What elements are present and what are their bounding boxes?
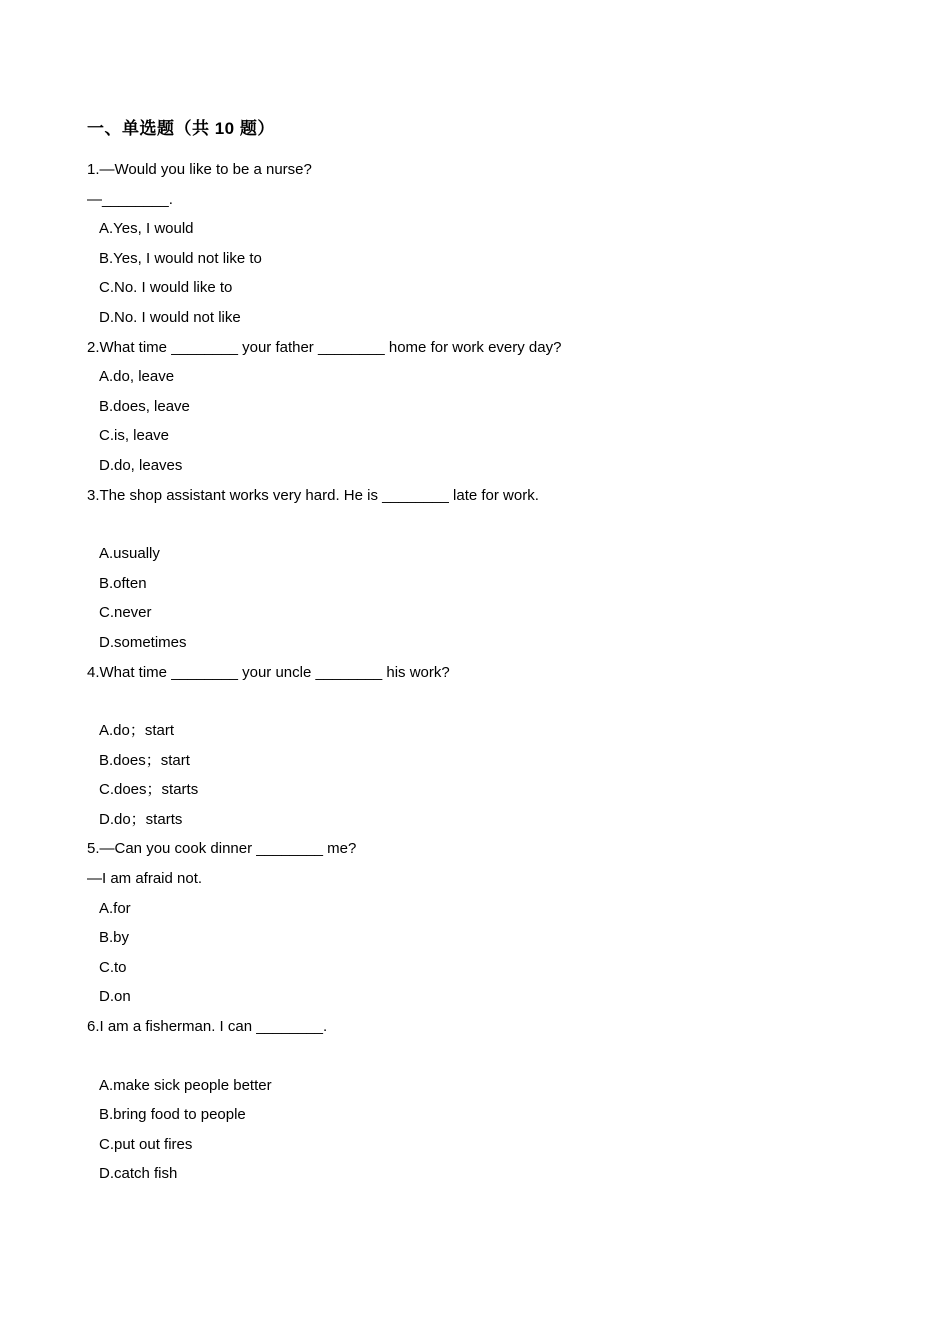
- option-b: B.Yes, I would not like to: [99, 249, 262, 267]
- question-stem: 4.What time ________ your uncle ________ his work?: [87, 663, 450, 681]
- question-stem: 1.—Would you like to be a nurse?: [87, 161, 312, 178]
- question-6: [87, 1012, 867, 1189]
- option-b: B.often: [99, 574, 147, 592]
- question-stem: 5.—Can you cook dinner ________ me?: [87, 840, 357, 858]
- option-c: C.No. I would like to: [99, 279, 233, 297]
- option-d: D.catch fish: [99, 1165, 178, 1183]
- question-stem: 6.I am a fisherman. I can ________.: [87, 1018, 328, 1036]
- option-c: C.is, leave: [99, 427, 170, 445]
- blank-spacer: [87, 687, 867, 716]
- option-a: A.make sick people better: [99, 1076, 272, 1094]
- option-d: D.do；starts: [99, 810, 183, 828]
- question-3: [87, 481, 867, 658]
- option-d: D.sometimes: [99, 633, 187, 651]
- section-title: 一、单选题（共 10 题）: [87, 119, 275, 138]
- option-a: A.do；start: [99, 722, 175, 740]
- option-d: D.do, leaves: [99, 456, 183, 474]
- option-c: C.does；starts: [99, 781, 199, 799]
- option-c: C.to: [99, 958, 127, 976]
- question-stem-answer-line: —________.: [87, 190, 173, 208]
- option-b: B.does；start: [99, 751, 190, 769]
- option-d: D.on: [99, 988, 131, 1006]
- question-stem-reply: —I am afraid not.: [87, 870, 203, 888]
- option-a: A.for: [99, 899, 131, 917]
- blank-spacer: [87, 510, 867, 539]
- option-c: C.never: [99, 604, 152, 622]
- option-b: B.bring food to people: [99, 1106, 246, 1124]
- question-1: [87, 155, 867, 333]
- option-c: C.put out fires: [99, 1135, 193, 1153]
- option-a: A.Yes, I would: [99, 220, 194, 238]
- question-stem: 3.The shop assistant works very hard. He is ________ late for work.: [87, 486, 539, 504]
- blank-spacer: [87, 1042, 867, 1071]
- question-5: [87, 834, 867, 1012]
- option-a: A.do, leave: [99, 368, 175, 386]
- option-b: B.by: [99, 929, 130, 947]
- question-4: [87, 658, 867, 835]
- option-b: B.does, leave: [99, 397, 190, 415]
- question-stem: 2.What time ________ your father ________ home for work every day?: [87, 338, 562, 356]
- question-2: [87, 333, 867, 481]
- option-a: A.usually: [99, 545, 160, 563]
- option-d: D.No. I would not like: [99, 308, 241, 326]
- document-page: [87, 117, 867, 1189]
